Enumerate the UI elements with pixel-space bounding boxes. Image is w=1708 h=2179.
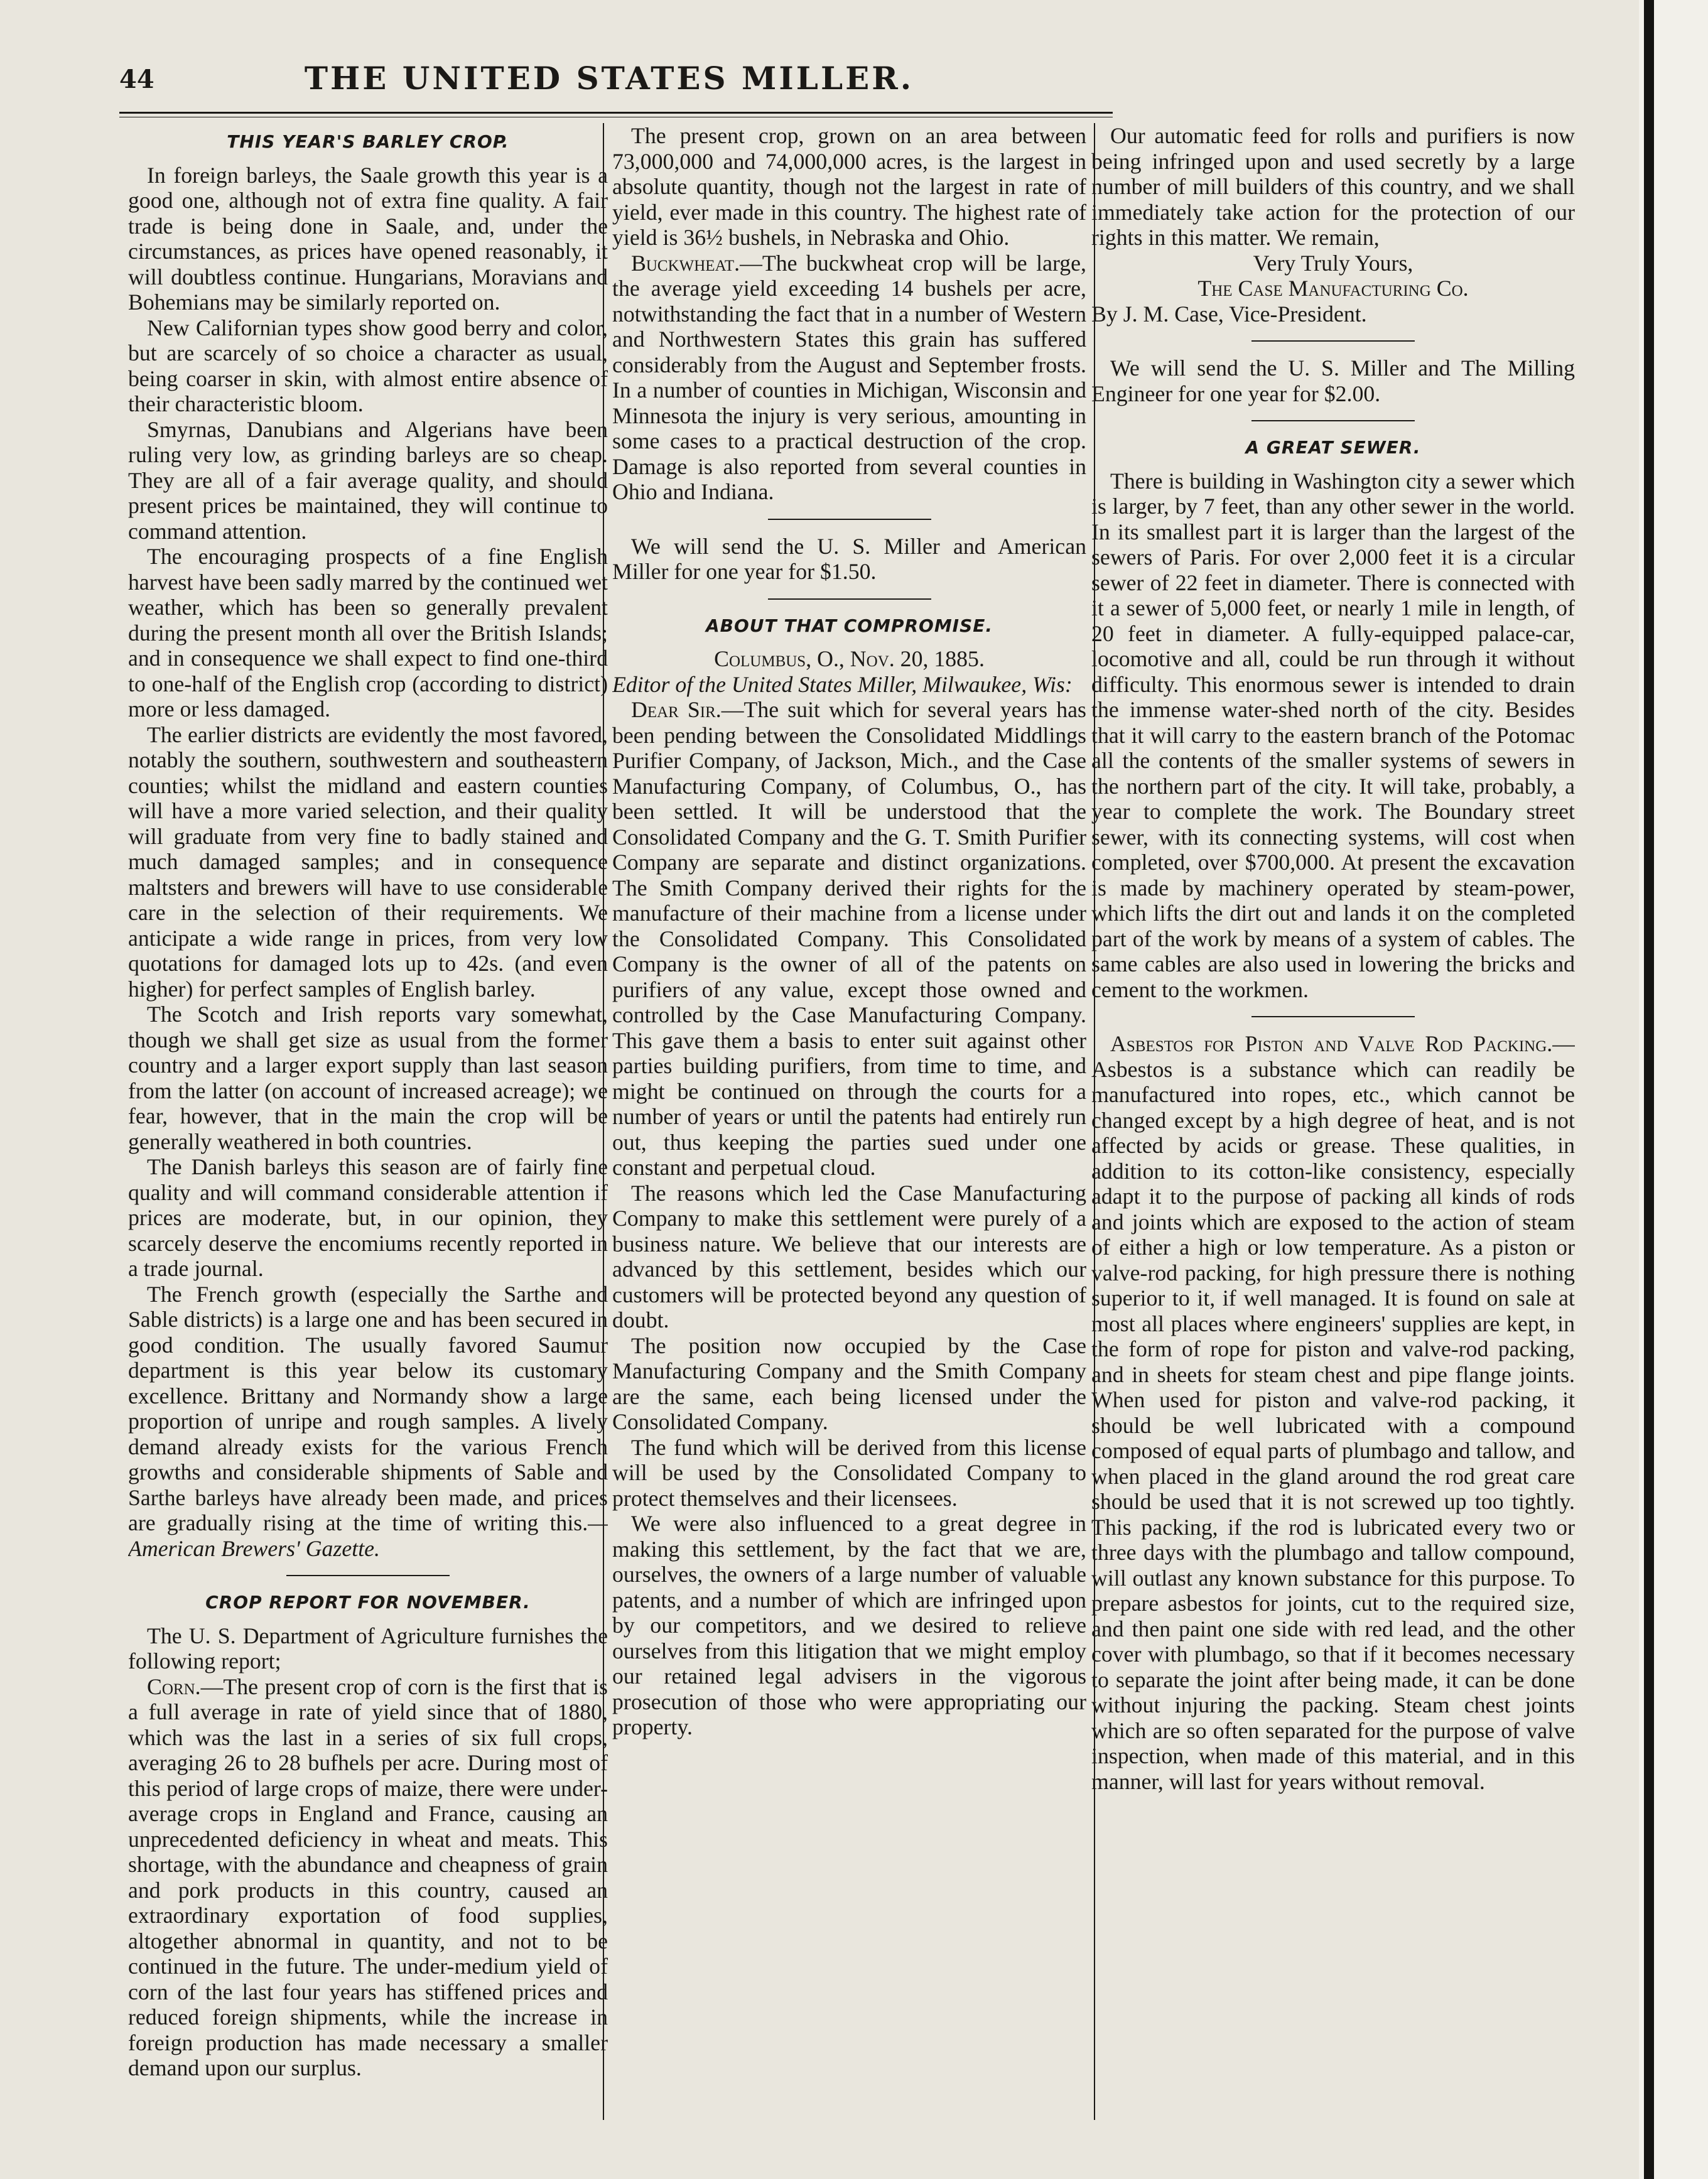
page-number: 44: [119, 65, 154, 94]
buckwheat-paragraph: [612, 251, 1086, 505]
letter-closing: Very Truly Yours,: [1253, 250, 1413, 276]
compromise-heading: ABOUT THAT COMPROMISE.: [705, 615, 993, 636]
letter-paragraph: The fund which will be derived from this license will be used by the Consolidated Company to protect themselves and their licensees.: [612, 1434, 1086, 1511]
asbestos-paragraph: [1091, 1031, 1575, 1794]
buckwheat-text: —The buckwheat crop will be large, the average yield exceeding 14 bushels per acre, notwithstanding the fact that in a number of Western and Northwestern States this grain has suffered considerably from the August and September frosts. In a number of counties in Michigan, Wisconsin and Minnesota the injury is very serious, amounting in some cases to a practical destruction of the crop. Damage is also reported from several counties in Ohio and Indiana.: [612, 250, 1086, 504]
barley-paragraph: In foreign barleys, the Saale growth this year is a good one, although not of extra fine quality. A fair trade is being done in Saale, and, under the circumstances, as prices have opened reasonably, it will doubtless continue. Hungarians, Moravians and Bohemians may be similarly reported on.: [128, 162, 608, 315]
section-divider: [1251, 340, 1415, 342]
letter-paragraph: We were also influenced to a great degree in making this settlement, by the fact that we are, ourselves, the owners of a large number of valuable patents, and a number of which are infringed upon by our competitors, and we desired to relieve ourselves from this litigation that we might employ our retained legal advisers in the vigorous prosecution of those who were appropriating our property.: [612, 1511, 1086, 1739]
barley-source: —American Brewers' Gazette.: [128, 1510, 608, 1561]
asbestos-text: —Asbestos is a substance which can readily be manufactured into ropes, etc., which cannot be changed except by a high degree of heat, and is not affected by acids or grease. These qualities, in addition to its cotton-like consistency, especially adapt it to the purpose of packing all kinds of rods and joints which are exposed to the action of steam of either a high or low temperature. As a piston or valve-rod packing, for high pressure there is nothing superior to it, if well managed. It is found on sale at most all places where engineers' supplies are kept, in the form of rope for piston and valve-rod packing, and in sheets for steam chest and pipe flange joints. When used for piston and valve-rod packing, it should be well lubricated with a compound composed of equal parts of plumbago and tallow, and when placed in the gland around the rod great care should be used that it is not screwed up too tightly. This packing, if the rod is lubricated every two or three days with the plumbago and tallow compound, will outlast any known substance for this purpose. To prepare asbestos for joints, cut to the required size, and then paint one side with red lead, and the other cover with plumbago, so that if it becomes necessary to separate the joint after being made, it can be done without injuring the packing. Steam chest joints which are so often separated for the purpose of valve inspection, when made of this material, and in this manner, will last for years without removal.: [1091, 1031, 1575, 1794]
letter-salutation: Dear Sir.: [631, 697, 722, 722]
barley-paragraph: [128, 1282, 608, 1562]
letter-company: The Case Manufacturing Co.: [1197, 276, 1469, 301]
corn-paragraph: [128, 1674, 608, 2081]
corn-label: Corn.: [147, 1673, 201, 1699]
letter-addressee: Editor of the United States Miller, Milwaukee, Wis:: [612, 671, 1073, 697]
column-3: [1091, 123, 1575, 2126]
barley-heading: THIS YEAR'S BARLEY CROP.: [227, 131, 509, 152]
crop-paragraph: The present crop, grown on an area between 73,000,000 and 74,000,000 acres, is the largest in absolute quantity, though not the largest in rate of yield, ever made in this country. The highest rate of yield is 36½ bushels, in Nebraska and Ohio.: [612, 123, 1086, 250]
crop-paragraph: The U. S. Department of Agriculture furnishes the following report;: [128, 1623, 608, 1673]
letter-paragraph: The reasons which led the Case Manufacturing Company to make this settlement were purely of a business nature. We believe that our interests are advanced by this settlement, besides which our customers will be protected beyond any question of doubt.: [612, 1180, 1086, 1333]
crop-heading: CROP REPORT FOR NOVEMBER.: [205, 1592, 531, 1613]
barley-paragraph: The encouraging prospects of a fine English harvest have been sadly marred by the continued wet weather, which has been so generally prevalent during the present month all over the British Islands; and in consequence we shall expect to find one-third to one-half of the English crop (according to district) more or less damaged.: [128, 544, 608, 722]
letter-p1-text: —The suit which for several years has been pending between the Consolidated Middlings Purifier Company, of Jackson, Mich., and the Case Manufacturing Company, of Columbus, O., has been settled. It will be understood that the Consolidated Company and the G. T. Smith Purifier Company are separate and distinct organizations. The Smith Company derived their rights for the manufacture of their machine from a license under the Consolidated Company. This Consolidated Company is the owner of all of the patents on purifiers of any value, except those owned and controlled by the Case Manufacturing Company. This gave them a basis to enter suit against other parties building purifiers, from time to time, and might be continued on through the courts for a number of years or until the patents had entirely run out, thus keeping the parties sued under one constant and perpetual cloud.: [612, 697, 1086, 1180]
letter-signature: By J. M. Case, Vice-President.: [1091, 301, 1367, 327]
running-title: THE UNITED STATES MILLER.: [304, 60, 914, 97]
barley-paragraph: The Scotch and Irish reports vary somewhat, though we shall get size as usual from the former country and a larger export supply than last season from the latter (on account of increased acreage); we fear, however, that in the main the crop will be generally weathered in both countries.: [128, 1002, 608, 1154]
barley-paragraph: New Californian types show good berry and color, but are scarcely of so choice a character as usual, being coarser in skin, with almost entire absence of their characteristic bloom.: [128, 315, 608, 416]
subscription-offer-1: We will send the U. S. Miller and American Miller for one year for $1.50.: [612, 533, 1086, 584]
barley-p8-text: The French growth (especially the Sarthe and Sable districts) is a large one and has been secured in good condition. The usually favored Saumur department is this year below its customary excellence. Brittany and Normandy show a large proportion of unripe and rough samples. A lively demand already exists for the various French growths and considerable shipments of Sable and Sarthe barleys have already been made, and prices are gradually rising at the time of writing this.: [128, 1281, 608, 1535]
sewer-paragraph: There is building in Washington city a sewer which is larger, by 7 feet, than any other sewer in the world. In its smallest part it is larger than the largest of the sewers of Paris. For over 2,000 feet it is a circular sewer of 22 feet in diameter. There is connected with it a sewer of 5,000 feet, or nearly 1 mile in length, of 20 feet in diameter. A fully-equipped palace-car, locomotive and all, could be run through it without difficulty. This enormous sewer is intended to drain the immense water-shed north of the city. Besides that it will carry to the eastern branch of the Potomac all the contents of the smaller systems of sewers in the northern part of the city. It will take, probably, a year to complete the work. The Boundary street sewer, with its connecting systems, will cost when completed, over $700,000. At present the excavation is made by machinery operated by steam-power, which lifts the dirt out and lands it on the completed part of the work by means of a system of cables. The same cables are also used in lowering the bricks and cement to the workmen.: [1091, 468, 1575, 1002]
section-divider: [1251, 1016, 1415, 1017]
binding-shadow: [1644, 0, 1654, 2179]
letter-paragraph: [612, 697, 1086, 1181]
barley-paragraph: Smyrnas, Danubians and Algerians have been ruling very low, as grinding barleys are so cheap. They are all of a fair average quality, and should present prices be maintained, they will continue to command attention.: [128, 416, 608, 544]
barley-paragraph: The earlier districts are evidently the most favored, notably the southern, southwestern and southeastern counties; whilst the midland and eastern counties will have a more varied selection, and their quality will graduate from very fine to badly stained and much damaged samples; and in consequence maltsters and brewers will have to use considerable care in the selection of their requirements. We anticipate a wide range in prices, from very low quotations for damaged lots up to 42s. (and even higher) for perfect samples of English barley.: [128, 722, 608, 1002]
column-2: [612, 123, 1086, 2126]
section-divider: [768, 598, 931, 600]
subscription-offer-2: We will send the U. S. Miller and The Milling Engineer for one year for $2.00.: [1091, 355, 1575, 406]
section-divider: [286, 1575, 450, 1576]
corn-text: —The present crop of corn is the first that is a full average in rate of yield since that of 1880, which was the last in a series of six full crops, averaging 26 to 28 bufhels per acre. During most of this period of large crops of maize, there were under-average crops in England and France, causing an unprecedented deficiency in wheat and meats. This shortage, with the abundance and cheapness of grain and pork products in this country, caused an extraordinary exportation of food supplies, altogether abnormal in quantity, and not to be continued in the future. The under-medium yield of corn of the last four years has stiffened prices and reduced foreign shipments, while the increase in foreign production has made necessary a smaller demand upon our surplus.: [128, 1673, 608, 2080]
letter-paragraph: The position now occupied by the Case Manufacturing Company and the Smith Company are the same, each being licensed under the Consolidated Company.: [612, 1333, 1086, 1434]
section-divider: [1251, 420, 1415, 421]
section-divider: [768, 519, 931, 520]
buckwheat-label: Buckwheat.: [631, 250, 740, 276]
sewer-heading: A GREAT SEWER.: [1245, 437, 1421, 458]
header-rule: [119, 112, 1113, 114]
column-1: [128, 123, 608, 2126]
page-header: [119, 60, 1099, 104]
barley-paragraph: The Danish barleys this season are of fairly fine quality and will command considerable attention if prices are moderate, but, in our opinion, they scarcely deserve the encomiums recently reported in a trade journal.: [128, 1154, 608, 1281]
asbestos-label: Asbestos for Piston and Valve Rod Packing.: [1110, 1031, 1553, 1056]
letter-paragraph: Our automatic feed for rolls and purifiers is now being infringed upon and used secretly by a large number of mill builders of this country, and we shall immediately take action for the protection of our rights in this matter. We remain,: [1091, 123, 1575, 250]
letter-dateline: Columbus, O., Nov. 20, 1885.: [714, 646, 985, 671]
page-edge: [1639, 0, 1708, 2179]
